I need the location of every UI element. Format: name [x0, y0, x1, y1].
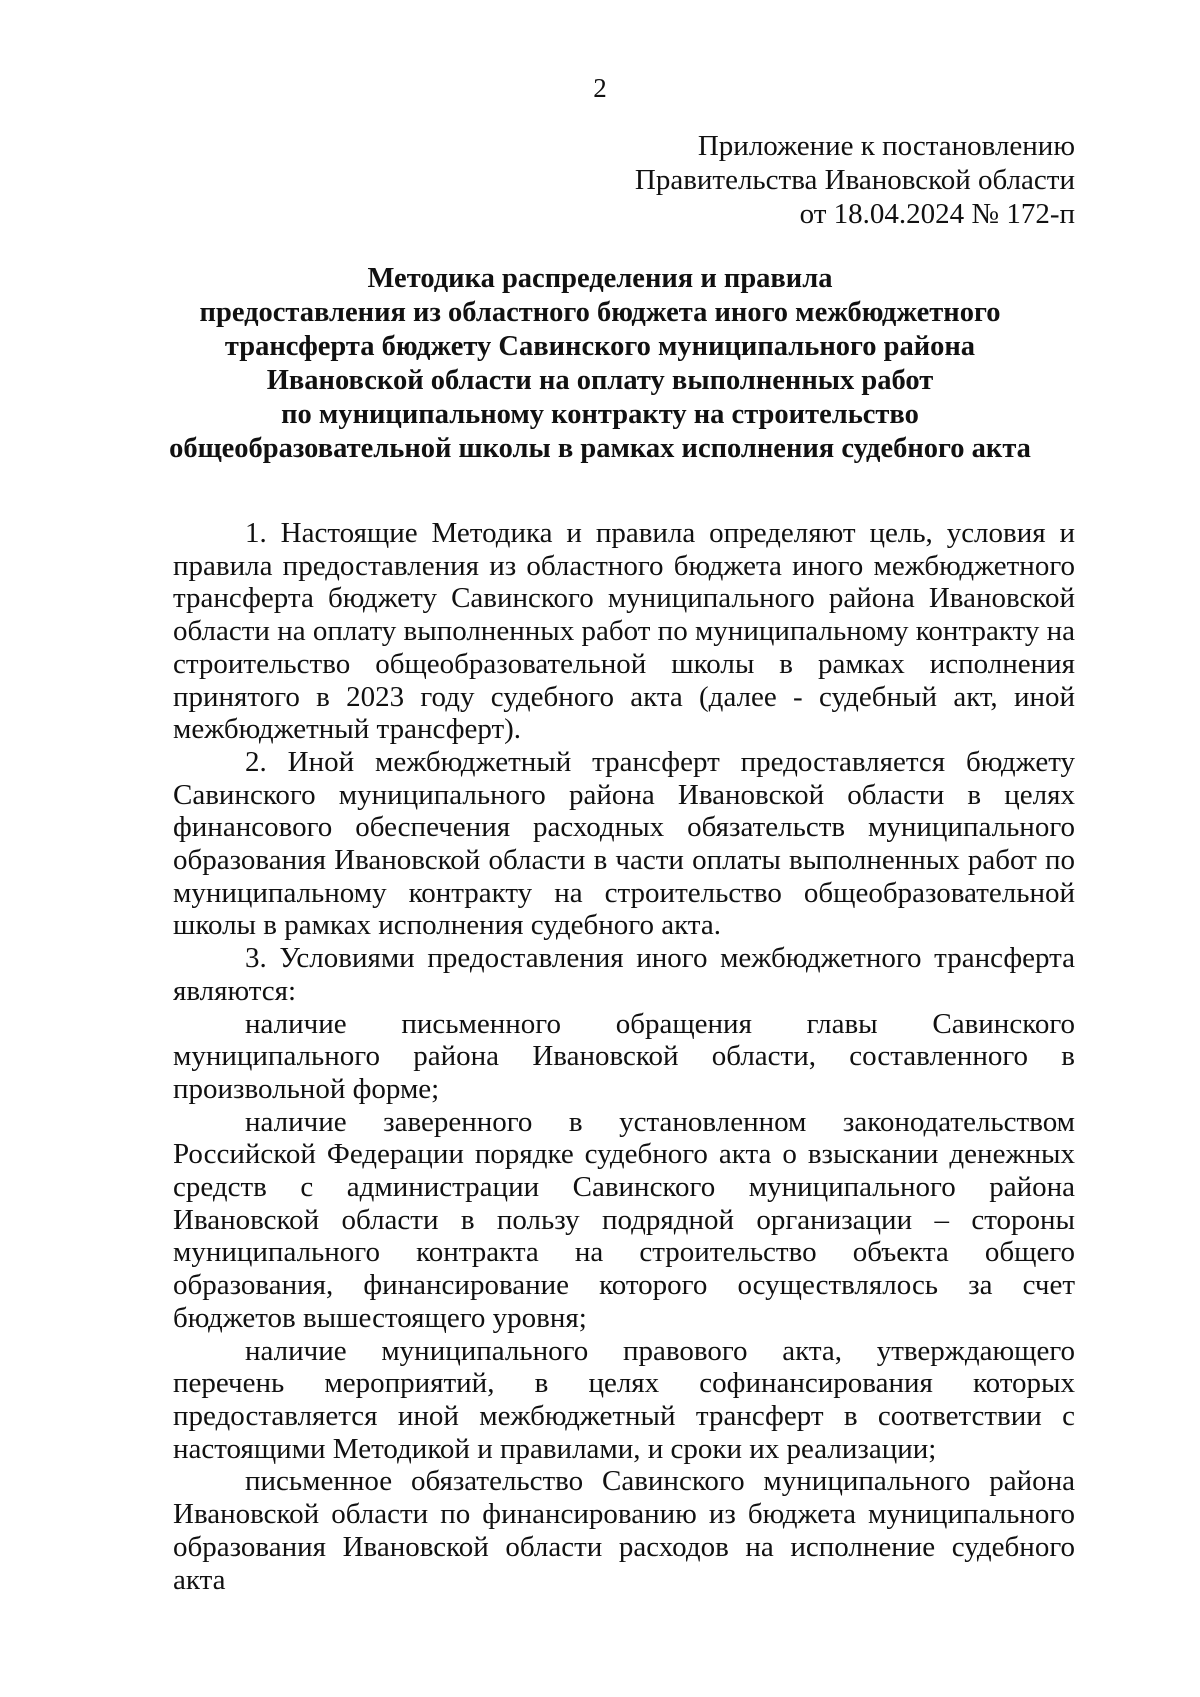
- appendix-line: от 18.04.2024 № 172-п: [799, 198, 1075, 230]
- paragraph-1: 1. Настоящие Методика и правила определяют цель, условия и правила предоставления из областного бюджета иного межбюджетного трансферта бюджету Савинского муниципального района Ивановской области на оплату выполненных работ по муниципальному контракту на строительство общеобразовательной школы в рамках исполнения принятого в 2023 году судебного акта (далее - судебный акт, иной межбюджетный трансферт).: [173, 517, 1075, 746]
- title-line: Ивановской области на оплату выполненных работ: [266, 365, 934, 396]
- condition-item: наличие письменного обращения главы Савинского муниципального района Ивановской области, составленного в произвольной форме;: [173, 1007, 1075, 1105]
- paragraph-2: 2. Иной межбюджетный трансферт предоставляется бюджету Савинского муниципального района Ивановской области в целях финансового обеспечения расходных обязательств муниципального образования Ивановской области в части оплаты выполненных работ по муниципальному контракту на строительство общеобразовательной школы в рамках исполнения судебного акта.: [173, 745, 1075, 942]
- title-line: общеобразовательной школы в рамках исполнения судебного акта: [169, 433, 1031, 464]
- document-title: [140, 262, 1060, 466]
- appendix-line: Правительства Ивановской области: [634, 164, 1075, 196]
- page-number: 2: [593, 73, 607, 103]
- condition-item: наличие заверенного в установленном законодательством Российской Федерации порядке судебного акта о взыскании денежных средств с администрации Савинского муниципального района Ивановской области в пользу подрядной организации – стороны муниципального контракта на строительство объекта общего образования, финансирование которого осуществлялось за счет бюджетов вышестоящего уровня;: [173, 1105, 1075, 1334]
- condition-item: наличие муниципального правового акта, утверждающего перечень мероприятий, в целях софинансирования которых предоставляется иной межбюджетный трансферт в соответствии с настоящими Методикой и правилами, и сроки их реализации;: [173, 1334, 1075, 1465]
- title-line: трансферта бюджету Савинского муниципального района: [224, 331, 976, 362]
- appendix-reference: [635, 129, 1075, 231]
- title-line: предоставления из областного бюджета иного межбюджетного: [199, 297, 1001, 328]
- paragraph-3: 3. Условиями предоставления иного межбюджетного трансферта являются:: [173, 942, 1075, 1007]
- title-line: Методика распределения и правила: [367, 263, 833, 294]
- document-body: [173, 517, 1075, 1596]
- appendix-line: Приложение к постановлению: [697, 130, 1075, 162]
- condition-item: письменное обязательство Савинского муниципального района Ивановской области по финансированию из бюджета муниципального образования Ивановской области расходов на исполнение судебного акта: [173, 1465, 1075, 1596]
- title-line: по муниципальному контракту на строительство: [281, 399, 919, 430]
